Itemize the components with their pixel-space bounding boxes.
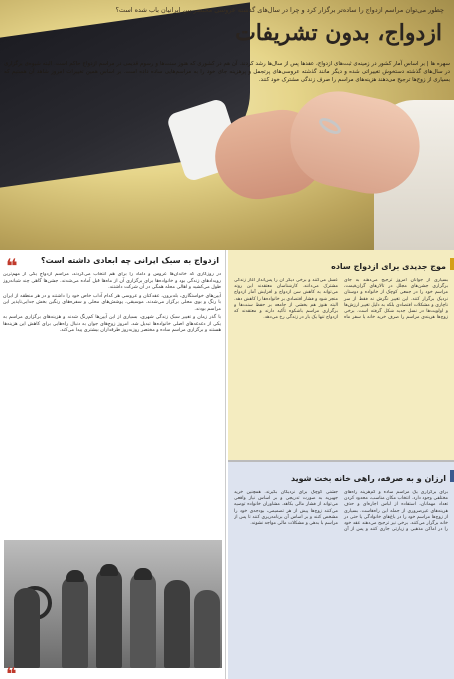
right-top-title: موج جدیدی برای ازدواج ساده (331, 262, 446, 271)
right-bottom-title: ارزان و به صرفه، راهی خانه بخت شوید (290, 474, 446, 483)
hat (100, 564, 118, 576)
section-accent (450, 258, 454, 270)
kicker-text: چطور می‌توان مراسم ازدواج را ساده‌تر برگزار کرد و چرا در سال‌های گذشته عروسی مختصر بین ایرانیان باب شده است؟ (115, 6, 444, 14)
left-article-body (3, 272, 221, 570)
right-top-body: بسیاری از جوانان امروز ترجیح می‌دهند به جای برگزاری جشن‌های مجلل در تالارهای گران‌قیمت، مراسم خود را در جمعی کوچک از خانواده و دوستان نزدیک برگزار کنند. این تغییر نگرش نه فقط از سر ناچاری و مشکلات اقتصادی بلکه به دلیل تغییر ارزش‌ها و اولویت‌ها در نسل جدید شکل گرفته است. برخی زوج‌ها هزینه‌ی مراسم را صرف خرید خانه یا سفر ماه عسل می‌کنند و برخی دیگر آن را پس‌انداز آغاز زندگی مشترک می‌دانند. کارشناسان معتقدند این روند می‌تواند به کاهش سن ازدواج و افزایش آمار ازدواج منجر شود و فشار اقتصادی بر خانواده‌ها را کاهش دهد. البته هنوز هم بخشی از جامعه بر حفظ سنت‌ها و برگزاری مراسم باشکوه تأکید دارند و معتقدند که ازدواج تنها یک بار در زندگی رخ می‌دهد. (234, 278, 448, 321)
paragraph: آیین‌های خواستگاری، بله‌برون، عقدکنان و عروسی هر کدام آداب خاص خود را داشتند و در هر منطقه از ایران با رنگ و بوی محلی برگزار می‌شدند. موسیقی، پوشش‌های محلی و سفره‌های رنگین بخش جدایی‌ناپذیر این مراسم بودند. (3, 293, 221, 312)
folk-musicians-photo (4, 540, 222, 668)
right-bottom-body: برای برگزاری یک مراسم ساده و کم‌هزینه راه‌های مختلفی وجود دارد. انتخاب مکان مناسب، محدود کردن تعداد مهمانان، استفاده از لباس اجاره‌ای و حذف هزینه‌های غیرضروری از جمله این راه‌هاست. بسیاری از زوج‌ها مراسم خود را در باغ‌های خانوادگی یا حتی در خانه برگزار می‌کنند. برخی نیز ترجیح می‌دهند عقد خود را در اماکن مذهبی و زیارتی جاری کنند و پس از آن جشنی کوچک برای نزدیکان بگیرند. همچنین خرید جهیزیه به صورت تدریجی و بر اساس نیاز واقعی می‌تواند از فشار مالی بکاهد. مشاوران خانواده توصیه می‌کنند زوج‌ها پیش از هر تصمیمی، بودجه‌ی خود را مشخص کنند و بر اساس آن برنامه‌ریزی کنند تا پس از مراسم با بدهی و مشکلات مالی مواجه نشوند. (234, 490, 448, 533)
section-accent (450, 470, 454, 482)
hat (66, 570, 84, 582)
figure (164, 580, 190, 668)
paragraph: در روزگاری که خاندان‌ها عروس و داماد را برای هم انتخاب می‌کردند، مراسم ازدواج یکی از مهم‌ترین رویدادهای زندگی بود و خانواده‌ها برای برگزاری آن از ماه‌ها قبل آماده می‌شدند. جشن‌ها گاهی چند شبانه‌روز طول می‌کشید و اهالی محله همگی در آن شرکت داشتند. (3, 272, 221, 290)
right-top-box (228, 250, 454, 460)
page-title: ازدواج، بدون تشریفات (235, 20, 442, 46)
figure (14, 588, 40, 668)
figure (96, 568, 122, 668)
lead-paragraph: سهره ها | بر اساس آمار کشور در زمینه‌ی ثبت‌های ازدواج، عقد‌ها پس از سال‌ها رشد کردند. آن هم در کشوری که هنوز سنت‌ها و رسوم قدیمی در مراسم ازدواج حاکم است. البته شیوه‌ی برگزاری در سال‌های گذشته دستخوش تغییراتی شده و دیگر مانند گذشته عروسی‌های پرتجمل و پرهزینه جای خود را به مراسم‌هایی ساده داده است. بر اساس همین تغییرات امروز شاهد آن هستیم که بسیاری از زوج‌ها ترجیح می‌دهند هزینه‌های مراسم را صرف زندگی مشترک خود کنند. (4, 61, 450, 83)
paragraph: با گذر زمان و تغییر سبک زندگی شهری، بسیاری از این آیین‌ها کم‌رنگ شدند و هزینه‌های برگزاری مراسم به یکی از دغدغه‌های اصلی خانواده‌ها تبدیل شد. امروز زوج‌های جوان به دنبال راه‌هایی برای کاهش این هزینه‌ها هستند و برگزاری مراسم ساده و مختصر روزبه‌روز طرفداران بیشتری پیدا می‌کند. (3, 315, 221, 333)
quote-close-icon: ❝ (6, 664, 17, 679)
hat (134, 568, 152, 580)
figure (130, 572, 156, 668)
quote-open-icon: ❝ (6, 254, 18, 278)
figure (194, 590, 220, 668)
left-article-title: ازدواج به سبک ایرانی چه ابعادی داشته است؟ (40, 256, 219, 265)
figure (62, 576, 88, 668)
right-bottom-box (228, 462, 454, 679)
